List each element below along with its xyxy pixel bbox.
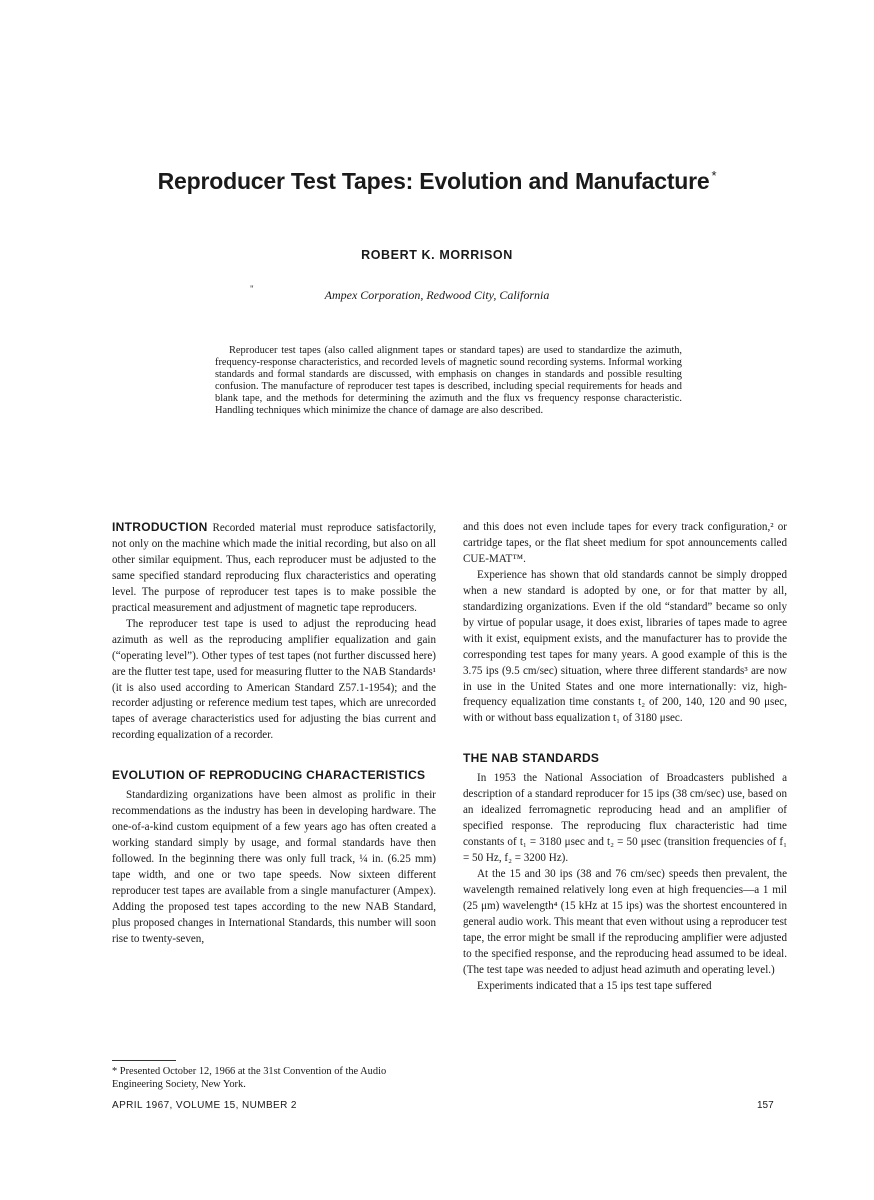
continued-paragraph: and this does not even include tapes for every track configuration,² or cartridge tapes, or the flat sheet medium for spot announcements called CUE-MAT™. [463,521,787,565]
left-column [112,520,436,948]
title-footnote-mark: * [711,168,717,183]
evolution-paragraph-1: Standardizing organizations have been almost as prolific in their recommendations as the industry has been in developing hardware. The one-of-a-kind custom equipment of a few years ago has often created a working standard simply by usage, and formal standards have then followed. In the beginning there was only full track, ¼ in. (6.25 mm) tape width, and one or two tape speeds. Now sixteen different reproducer test tapes are available from a single manufacturer (Ampex). Adding the proposed test tapes according to the new NAB Standard, plus proposed changes in International Standards, this number will soon rise to twenty-seven, [112,789,436,945]
stray-mark: " [250,284,254,294]
nab-paragraph-2: At the 15 and 30 ips (38 and 76 cm/sec) speeds then prevalent, the wavelength remained relatively long even at high frequencies—a 1 mil (25 μm) wavelength⁴ (15 kHz at 15 ips) was the shortest encountered in general audio work. This meant that even without using a reproducer test tape, the error might be small if the reproducing amplifier were adjusted to the specified response, and the reproducing head assumed to be ideal. (The test tape was needed to adjust head azimuth and operating level.) [463,868,787,976]
paper-title [0,168,874,195]
author-name: ROBERT K. MORRISON [361,248,513,262]
intro-paragraph-1 [112,520,436,617]
introduction-heading: INTRODUCTION [112,520,208,534]
intro-paragraph-2: The reproducer test tape is used to adjust the reproducing head azimuth as well as the reproducing amplifier equalization and gain (“operating level”). Other types of test tapes (not further discussed here) are the flutter test tape, used for measuring flutter to the NAB Standards¹ (it is also used according to American Standard Z57.1-1954); and the recorder adjusting or reference medium test tapes, which are unrecorded tapes of average characteristics used for adjusting the bias current and recording equalization of a recorder. [112,617,436,742]
evolution-heading: EVOLUTION OF REPRODUCING CHARACTERISTICS [112,768,426,783]
experience-paragraph: Experience has shown that old standards cannot be simply dropped when a new standard is adopted by one, or for that matter by all, standardizing organizations. Even if the old “standard” became so only by virtue of popular usage, it does exist, libraries of tapes made to agree with it exist, equipment exists, and the manufacturer has to provide the corresponding test tapes for many years. A good example of this is the 3.75 ips (9.5 cm/sec) situation, where three different standards³ are now in use in the United States and one more internationally: viz, high-frequency equalization time constants t₂ of 200, 140, 120 and 90 μsec, with or without bass equalization t₁ of 3180 μsec. [463,568,787,725]
nab-heading: THE NAB STANDARDS [463,751,600,766]
abstract [215,345,682,418]
intro-paragraph-1-text: Recorded material must reproduce satisfactorily, not only on the machine which made the initial recording, but also on all other similar equipment. Thus, each reproducer must be adjusted to the same specified standard reproducing flux characteristics and operating level. The purpose of reproducer test tapes is to make possible the practical measurement and adjustment of magnetic tape reproducers. [112,522,436,614]
footnote: * Presented October 12, 1966 at the 31st Convention of the Audio Engineering Society, New York. [112,1066,387,1090]
footnote-rule [112,1060,176,1061]
page-number: 157 [757,1100,774,1111]
author-affiliation: Ampex Corporation, Redwood City, California [324,288,550,302]
abstract-text: Reproducer test tapes (also called alignment tapes or standard tapes) are used to standardize the azimuth, frequency-response characteristics, and recorded levels of magnetic sound recording systems. Informal working standards and formal standards are discussed, with emphasis on changes in standards and possible resulting confusion. The manufacture of reproducer test tapes is described, including special requirements for heads and blank tape, and the methods for determining the azimuth and the flux vs frequency response characteristic. Handling techniques which minimize the chance of damage are also described. [215,345,682,417]
journal-issue: APRIL 1967, VOLUME 15, NUMBER 2 [112,1100,297,1111]
nab-paragraph-1: In 1953 the National Association of Broadcasters published a description of a standard reproducer for 15 ips (38 cm/sec) use, based on an idealized ferromagnetic reproducing head and an amplifier of specified response. The reproducing flux characteristic had time constants of t₁ = 3180 μsec and t₂ = 50 μsec (transition frequencies of f₁ = 50 Hz, f₂ = 3200 Hz). [463,772,787,865]
nab-paragraph-3: Experiments indicated that a 15 ips test tape suffered [477,979,712,992]
paper-title-text: Reproducer Test Tapes: Evolution and Manufacture [157,168,710,194]
right-column [463,520,787,995]
